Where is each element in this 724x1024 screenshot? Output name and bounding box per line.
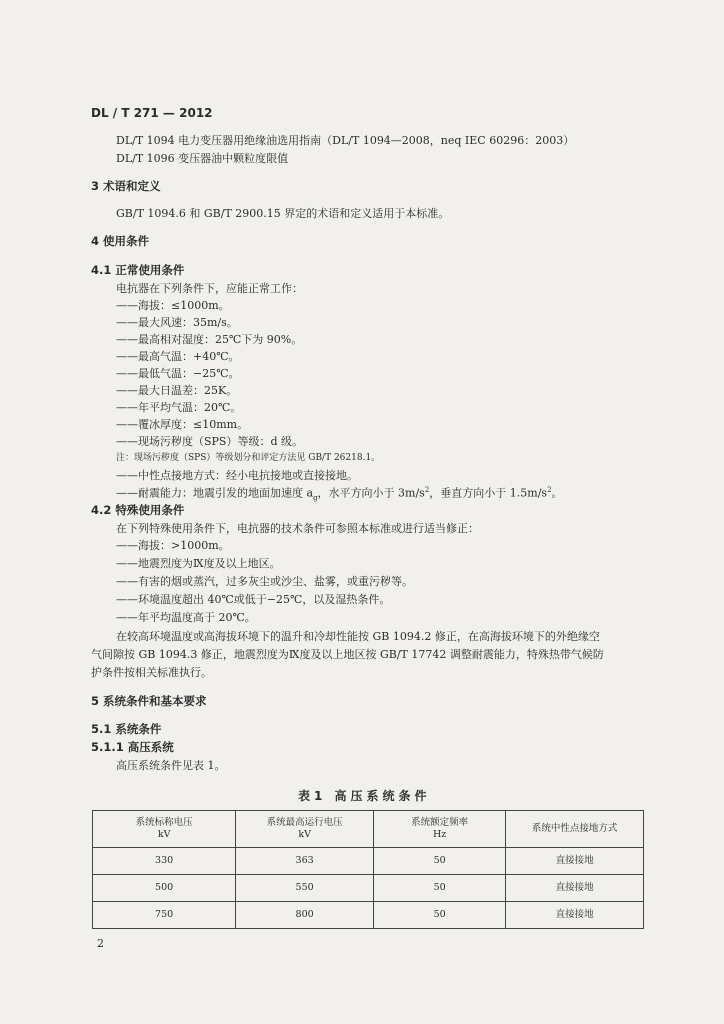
table-header-cell: 系统最高运行电压 kV	[236, 811, 374, 848]
list-item: ——覆冰厚度：≤10mm。	[116, 418, 249, 431]
section-4-1-title: 4.1 正常使用条件	[91, 263, 185, 277]
section-4-1-intro: 电抗器在下列条件下，应能正常工作：	[116, 282, 303, 295]
reference-line: DL/T 1096 变压器油中颗粒度限值	[116, 152, 289, 165]
section-4-2-intro: 在下列特殊使用条件下，电抗器的技术条件可参照本标准或进行适当修正：	[116, 522, 479, 535]
section-3-title: 3 术语和定义	[91, 179, 161, 193]
table-cell: 直接接地	[506, 875, 644, 902]
list-item-seismic	[116, 487, 563, 502]
list-item: ——现场污秽度（SPS）等级：d 级。	[116, 435, 304, 448]
table-cell: 550	[236, 875, 374, 902]
table-header-cell: 系统标称电压 kV	[93, 811, 236, 848]
table-cell: 50	[374, 875, 506, 902]
table-cell: 800	[236, 902, 374, 929]
table-cell: 750	[93, 902, 236, 929]
list-item: ——海拔：>1000m。	[116, 539, 230, 552]
table-header-row	[93, 811, 644, 848]
section-4-2-title: 4.2 特殊使用条件	[91, 503, 185, 517]
list-item: ——最低气温：−25℃。	[116, 367, 240, 380]
system-conditions-table	[92, 810, 644, 929]
paragraph-line: 气间隙按 GB 1094.3 修正，地震烈度为Ⅸ度及以上地区按 GB/T 17742 调整耐震能力，特殊热带气候防	[91, 648, 604, 661]
seismic-text: 。	[551, 486, 563, 500]
table-cell: 直接接地	[506, 848, 644, 875]
list-item: ——年平均气温：20℃。	[116, 401, 242, 414]
table-row	[93, 902, 644, 929]
table-cell: 500	[93, 875, 236, 902]
seismic-text: ——耐震能力：地震引发的地面加速度 a	[116, 486, 314, 500]
section-5-1-title: 5.1 系统条件	[91, 722, 162, 736]
section-5-1-1-title: 5.1.1 高压系统	[91, 740, 174, 754]
list-item: ——环境温度超出 40℃或低于−25℃，以及湿热条件。	[116, 593, 391, 606]
table-cell: 50	[374, 902, 506, 929]
table-cell: 330	[93, 848, 236, 875]
list-item: ——地震烈度为Ⅸ度及以上地区。	[116, 557, 281, 570]
seismic-text: ，水平方向小于 3m/s	[317, 486, 425, 500]
paragraph-line: 护条件按相关标准执行。	[91, 666, 212, 679]
section-4-title: 4 使用条件	[91, 234, 150, 248]
document-header: DL / T 271 — 2012	[91, 106, 213, 120]
section-3-text: GB/T 1094.6 和 GB/T 2900.15 界定的术语和定义适用于本标准。	[116, 207, 450, 220]
list-item: ——最大日温差：25K。	[116, 384, 238, 397]
seismic-superscript: 2	[547, 486, 552, 494]
section-5-1-1-text: 高压系统条件见表 1。	[116, 759, 226, 772]
list-item: ——中性点接地方式：经小电抗接地或直接接地。	[116, 469, 358, 482]
list-item: ——最高相对湿度：25℃下为 90%。	[116, 333, 303, 346]
table-row	[93, 875, 644, 902]
table-row	[93, 848, 644, 875]
table-cell: 50	[374, 848, 506, 875]
table-cell: 363	[236, 848, 374, 875]
reference-line: DL/T 1094 电力变压器用绝缘油选用指南（DL/T 1094—2008，neq IEC 60296：2003）	[116, 134, 575, 147]
seismic-superscript: 2	[424, 486, 430, 494]
list-item: ——有害的烟或蒸汽，过多灰尘或沙尘、盐雾，或重污秽等。	[116, 575, 413, 588]
page-number: 2	[97, 937, 104, 950]
list-item: ——最高气温：+40℃。	[116, 350, 240, 363]
paragraph-line: 在较高环境温度或高海拔环境下的温升和冷却性能按 GB 1094.2 修正，在高海拔环境下的外绝缘空	[116, 630, 600, 643]
table-header-cell: 系统额定频率 Hz	[374, 811, 506, 848]
list-item: ——年平均温度高于 20℃。	[116, 611, 256, 624]
table-caption: 表1 高压系统条件	[298, 789, 431, 803]
note: 注：现场污秽度（SPS）等级划分和评定方法见 GB/T 26218.1。	[116, 453, 381, 463]
list-item: ——海拔：≤1000m。	[116, 299, 230, 312]
section-5-title: 5 系统条件和基本要求	[91, 694, 207, 708]
seismic-text: ，垂直方向小于 1.5m/s	[429, 486, 548, 500]
seismic-subscript: g	[313, 493, 318, 502]
table-header-cell: 系统中性点接地方式	[506, 811, 644, 848]
list-item: ——最大风速：35m/s。	[116, 316, 238, 329]
table-cell: 直接接地	[506, 902, 644, 929]
